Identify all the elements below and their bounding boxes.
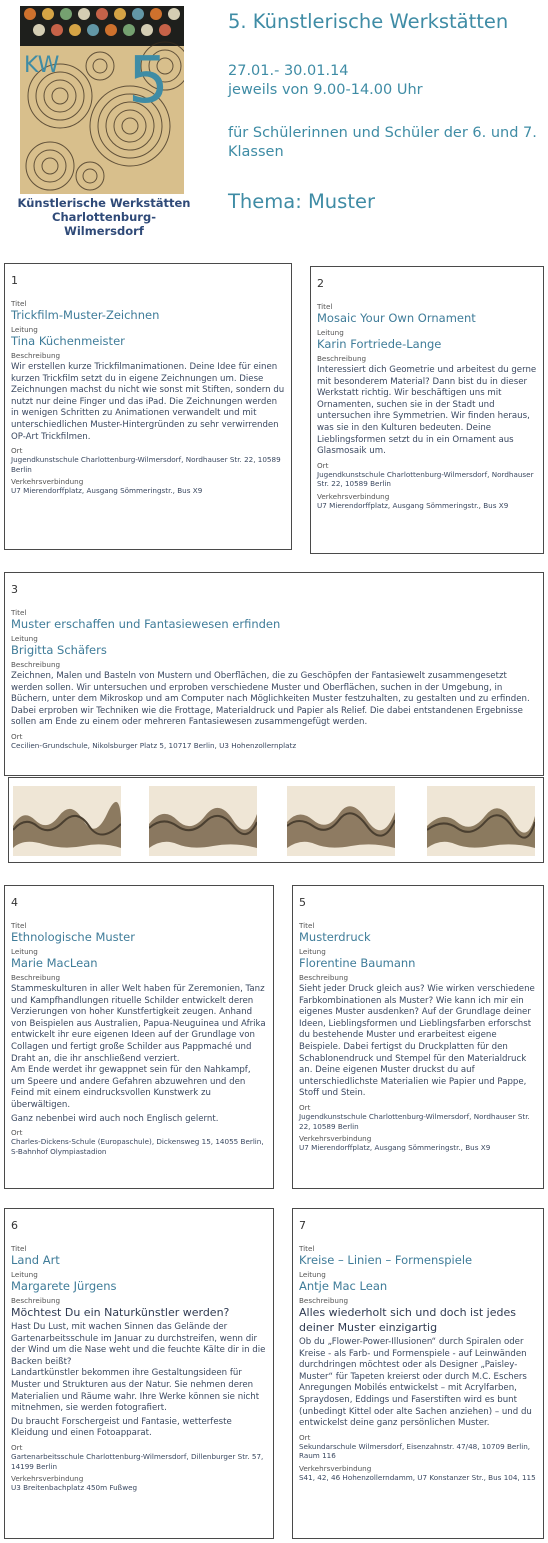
workshop-card-3 (4, 572, 544, 776)
title-label: Titel (317, 302, 333, 311)
workshop-description-2: Am Ende werdet ihr gewappnet sein für den Nahkampf, um Speere und andere Gefahren abzuwehren und den Feind mit einem eindrucksvollen Kunstwerk zu überwältigen. (11, 1065, 251, 1110)
title-label: Titel (299, 1244, 315, 1253)
workshop-number: 2 (317, 277, 324, 290)
leader-label: Leitung (11, 325, 38, 334)
workshop-subheading: Möchtest Du ein Naturkünstler werden? (11, 1306, 230, 1319)
workshop-transport: U7 Mierendorffplatz, Ausgang Sömmeringstr., Bus X9 (11, 486, 203, 496)
clay-relief-photo (427, 786, 535, 856)
workshop-card-7 (292, 1208, 544, 1539)
workshop-card-1 (4, 263, 292, 550)
logo-caption-line1: Künstlerische Werkstätten (17, 196, 191, 210)
workshop-description: Sieht jeder Druck gleich aus? Wie wirken verschiedene Farbkombinationen als Muster? Wie kann ich mir ein eigenes Muster ausdenken? Auf der Grundlage deiner Ideen, Lieblingsformen und Lieblingsfarben erforschst du bestehende Muster und erarbeitest eigene Beispiele. Dabei fertigst du Druckplatten für den Schablonendruck und Stempel für den Materialdruck an. Deine eigenen Muster druckst du auf unterschiedlichste Materialien wie Papier und Pappe, Stoff und Stein. (299, 984, 535, 1099)
workshop-description: Zeichnen, Malen und Basteln von Mustern und Oberflächen, die zu Geschöpfen der Fantasiewelt zusammengesetzt werden sollen. Wir untersuchen und erproben verschiedene Muster und Oberflächen, suchen in der Umgebung, in Büchern, unter dem Mikroskop und am Computer nach Möglichkeiten Muster festzuhalten, zu gestalten und zu erfinden. Dabei erproben wir Techniken wie die Frottage, Materialdruck und Papier als Relief. Die dabei entstandenen Ergebnisse sollen am Ende zu einem oder mehreren Fantasiewesen zusammengefügt werden. (11, 671, 530, 728)
clay-relief-photo (13, 786, 121, 856)
title-label: Titel (11, 299, 27, 308)
workshop-description-3: Ganz nebenbei wird auch noch Englisch gelernt. (11, 1113, 219, 1124)
leader-label: Leitung (299, 1270, 326, 1279)
dates-line: 27.01.- 30.01.14 (228, 63, 349, 79)
location-label: Ort (11, 731, 23, 741)
workshop-location: Jugendkunstschule Charlottenburg-Wilmersdorf, Nordhauser Str. 22, 10589 Berlin (11, 455, 281, 474)
workshop-location: Charles-Dickens-Schule (Europaschule), Dickensweg 15, 14055 Berlin, S-Bahnhof Olympiastadion (11, 1137, 264, 1156)
location-label: Ort (317, 460, 329, 470)
transport-label: Verkehrsverbindung (317, 491, 390, 501)
title-label: Titel (11, 921, 27, 930)
transport-label: Verkehrsverbindung (11, 1474, 84, 1484)
theme-heading: Thema: Muster (228, 190, 375, 213)
workshop-title: Ethnologische Muster (11, 930, 135, 944)
audience-text: für Schülerinnen und Schüler der 6. und 7. Klassen (228, 125, 537, 160)
workshop-leader: Margarete Jürgens (11, 1279, 117, 1293)
location-label: Ort (11, 1442, 23, 1452)
location-label: Ort (299, 1102, 311, 1112)
workshop-card-2 (310, 266, 544, 554)
workshop-description-2: Landartkünstler bekommen ihre Gestaltungsideen für Muster und Strukturen aus der Natur. Sie nehmen deren Materialien und Räume wahr. Ihre Werke können sie nicht mitnehmen, sie werden fotografiert. (11, 1368, 260, 1414)
title-label: Titel (11, 1244, 27, 1253)
workshop-leader: Marie MacLean (11, 956, 98, 970)
photo-strip (8, 777, 544, 863)
leader-label: Leitung (11, 947, 38, 956)
workshop-card-5 (292, 885, 544, 1189)
description-label: Beschreibung (299, 973, 349, 982)
workshop-number: 5 (299, 896, 306, 909)
workshop-title: Kreise – Linien – Formenspiele (299, 1253, 473, 1267)
workshop-transport: U7 Mierendorffplatz, Ausgang Sömmeringstr., Bus X9 (299, 1143, 491, 1153)
workshop-location: Jugendkunstschule Charlottenburg-Wilmersdorf, Nordhauser Str. 22, 10589 Berlin (299, 1111, 530, 1131)
logo-caption-line2: Charlottenburg-Wilmersdorf (52, 210, 156, 238)
transport-label: Verkehrsverbindung (299, 1134, 372, 1144)
clay-relief-photo (149, 786, 257, 856)
leader-label: Leitung (317, 328, 344, 337)
workshop-leader: Brigitta Schäfers (11, 643, 107, 657)
workshop-location: Jugendkunstschule Charlottenburg-Wilmersdorf, Nordhauser Str. 22, 10589 Berlin (317, 469, 534, 489)
workshop-location: Cecilien-Grundschule, Nikolsburger Platz 5, 10717 Berlin, U3 Hohenzollernplatz (11, 740, 297, 750)
workshop-leader: Florentine Baumann (299, 956, 416, 970)
transport-label: Verkehrsverbindung (11, 477, 84, 487)
workshop-card-4 (4, 885, 274, 1189)
workshop-number: 6 (11, 1219, 18, 1232)
location-label: Ort (299, 1432, 311, 1442)
workshop-description: Wir erstellen kurze Trickfilmanimationen. Deine Idee für einen kurzen Trickfilm setzt du in eigene Zeichnungen um. Diese Zeichnungen machst du nicht wie sonst mit Stiften, sondern du nutzt nur deine Finger und das iPad. Die Zeichnungen werden in wenigen Schritten zu Animationen verwandelt und mit unterschiedlichen Muster-Hintergründen zu sehr verwirrenden OP-Art Trickfilmen. (11, 362, 285, 442)
workshop-title: Muster erschaffen und Fantasiewesen erfinden (11, 617, 281, 631)
workshop-number: 1 (11, 274, 18, 287)
leader-label: Leitung (299, 947, 326, 956)
description-label: Beschreibung (11, 1296, 61, 1305)
logo-image (20, 6, 184, 194)
workshop-title: Land Art (11, 1253, 60, 1267)
logo-caption (14, 196, 194, 238)
workshop-title: Mosaic Your Own Ornament (317, 311, 476, 325)
workshop-subheading: Alles wiederholt sich und doch ist jedes deiner Muster einzigartig (299, 1306, 516, 1334)
workshop-description: Interessiert dich Geometrie und arbeitest du gerne mit besonderem Material? Dann bist du in dieser Werkstatt richtig. Wir beschäftigen uns mit Ornamenten, suchen sie in der Stadt und untersuchen ihre Symmetrien. Wir finden heraus, was sie in den Kulturen bedeuten. Deine Lieblingsformen setzt du in ein Ornament aus Glasmosaik um. (317, 365, 537, 457)
description-label: Beschreibung (317, 354, 367, 363)
clay-relief-photo (287, 786, 395, 856)
page-title: 5. Künstlerische Werkstätten (228, 10, 509, 33)
workshop-description: Ob du „Flower-Power-Illusionen“ durch Spiralen oder Kreise - als Farb- und Formenspiele - auf Leinwänden durchdringen möchtest oder als Designer „Paisley- Muster“ für Tapeten kreierst oder durch M.C. Eschers Anregungen Mobilés entwickelst – mit Acrylfarben, Spraydosen, Eddings und Faserstiften wird es bunt (unbedingt Kittel oder alte Sachen anziehen) – und du entwickelst deine ganz persönlichen Muster. (299, 1337, 532, 1429)
workshop-leader: Antje Mac Lean (299, 1279, 388, 1293)
workshop-location: Gartenarbeitsschule Charlottenburg-Wilmersdorf, Dillenburger Str. 57, 14199 Berlin (11, 1451, 264, 1471)
description-label: Beschreibung (11, 351, 61, 360)
workshop-number: 4 (11, 896, 18, 909)
leader-label: Leitung (11, 634, 38, 643)
workshop-number: 7 (299, 1219, 306, 1232)
workshop-description-3: Du braucht Forschergeist und Fantasie, wetterfeste Kleidung und einen Fotoapparat. (11, 1416, 232, 1439)
transport-label: Verkehrsverbindung (299, 1463, 372, 1473)
description-label: Beschreibung (11, 660, 61, 669)
location-label: Ort (11, 1128, 23, 1138)
workshop-title: Trickfilm-Muster-Zeichnen (11, 308, 160, 322)
workshop-leader: Karin Fortriede-Lange (317, 337, 442, 351)
workshop-title: Musterdruck (299, 930, 371, 944)
workshop-number: 3 (11, 583, 18, 596)
title-label: Titel (11, 608, 27, 617)
title-label: Titel (299, 921, 315, 930)
description-label: Beschreibung (11, 973, 61, 982)
svg-text:5: 5 (128, 44, 169, 118)
workshop-leader: Tina Küchenmeister (11, 334, 125, 348)
workshop-description: Hast Du Lust, mit wachen Sinnen das Gelände der Gartenarbeitsschule im Januar zu durchstreifen, wenn dir der Wind um die Nase weht und die feuchte Kälte dir in die Backen beißt? (11, 1322, 266, 1367)
workshop-description: Stammeskulturen in aller Welt haben für Zeremonien, Tanz und Kampfhandlungen rituelle Schilder entwickelt deren Verzierungen von hoher Kunstfertigkeit zeugen. Anhand von Beispielen aus Australien, Papua-Neuguinea und Afrika entwickelt ihr eure eigenen Ideen auf der Grundlage von Collagen und fertigt große Schilder aus Pappmaché und Draht an, die ihr anschließend verziert. (11, 984, 266, 1064)
description-label: Beschreibung (299, 1296, 349, 1305)
workshop-transport: S41, 42, 46 Hohenzollerndamm, U7 Konstanzer Str., Bus 104, 115 (299, 1472, 536, 1482)
workshop-transport: U3 Breitenbachplatz 450m Fußweg (11, 1483, 138, 1493)
location-label: Ort (11, 446, 23, 456)
svg-text:KW: KW (24, 53, 60, 78)
leader-label: Leitung (11, 1270, 38, 1279)
workshop-location: Sekundarschule Wilmersdorf, Eisenzahnstr. 47/48, 10709 Berlin, Raum 116 (299, 1441, 531, 1461)
event-dates (228, 62, 423, 100)
hours-line: jeweils von 9.00-14.00 Uhr (228, 82, 423, 98)
workshop-card-6 (4, 1208, 274, 1539)
workshop-transport: U7 Mierendorffplatz, Ausgang Sömmeringstr., Bus X9 (317, 500, 509, 510)
